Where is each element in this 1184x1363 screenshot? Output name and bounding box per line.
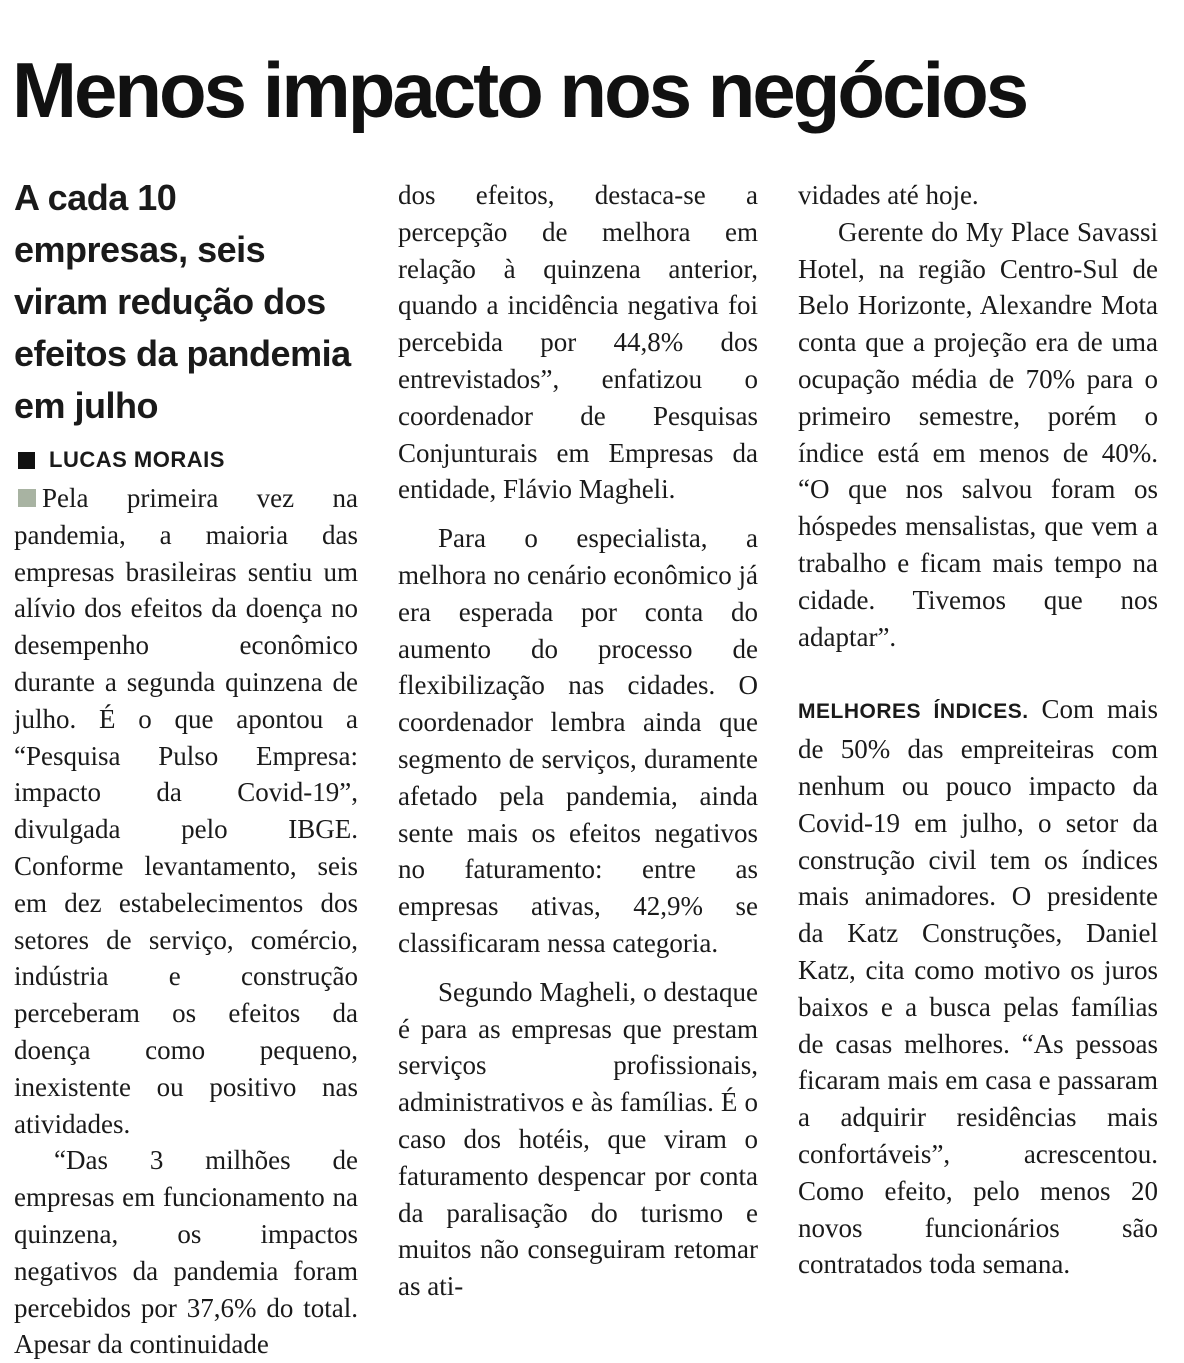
paragraph-text: Com mais de 50% das empreiteiras com nenhum ou pouco impacto da Covid-19 em julho, o setor da construção civil tem os índices mais animadores. O presidente da Katz Construções, Daniel Katz, cita como motivo os juros baixos e a busca pelas famílias de casas melhores. “As pessoas ficaram mais em casa e passaram a adquirir residências mais confortáveis”, acrescentou. Como efeito, pelo menos 20 novos funcionários são contratados toda semana.: [798, 694, 1159, 1280]
headline: Menos impacto nos negócios: [12, 46, 1027, 134]
paragraph: Gerente do My Place Savassi Hotel, na região Centro-Sul de Belo Horizonte, Alexandre Mota conta que a projeção era de uma ocupação média de 70% para o primeiro semestre, porém o índice está em menos de 40%. “O que nos salvou foram os hóspedes mensalistas, que vem a trabalho e ficam mais tempo na cidade. Tivemos que nos adaptar”.: [798, 216, 1158, 652]
byline-square-icon: [18, 452, 35, 469]
paragraph: Segundo Magheli, o destaque é para as empresas que prestam serviços profissionais, administrativos e às famílias. É o caso dos hotéis, que viram o faturamento despencar por conta da paralisação do turismo e muitos não conseguiram retomar as ati-: [398, 976, 758, 1302]
author-name: LUCAS MORAIS: [49, 447, 225, 472]
paragraph: vidades até hoje.: [798, 180, 979, 210]
byline: [14, 442, 358, 478]
paragraph: [14, 480, 358, 1142]
subheadline: A cada 10 empresas, seis viram redução dos efeitos da pandemia em julho: [14, 177, 351, 426]
column-1: [14, 172, 358, 1363]
column-3: [798, 177, 1158, 1283]
paragraph: Para o especialista, a melhora no cenário econômico já era esperada por conta do aumento do processo de flexibilização nas cidades. O coordenador lembra ainda que segmento de serviços, duramente afetado pela pandemia, ainda sente mais os efeitos negativos no faturamento: entre as empresas ativas, 42,9% se classificaram nessa categoria.: [398, 523, 758, 958]
paragraph: “Das 3 milhões de empresas em funcionamento na quinzena, os impactos negativos da pandemia foram percebidos por 37,6% do total. Apesar da continuidade: [14, 1145, 358, 1360]
paragraph: [798, 691, 1158, 1283]
paragraph: dos efeitos, destaca-se a percepção de melhora em relação à quinzena anterior, quando a incidência negativa foi percebida por 44,8% dos entrevistados”, enfatizou o coordenador de Pesquisas Conjunturais em Empresas da entidade, Flávio Magheli.: [398, 180, 758, 505]
column-2: [398, 177, 758, 1305]
section-kicker: MELHORES ÍNDICES.: [798, 700, 1029, 724]
lead-square-icon: [18, 489, 36, 507]
paragraph-text: Pela primeira vez na pandemia, a maioria das empresas brasileiras sentiu um alívio dos efeitos da doença no desempenho econômico durante a segunda quinzena de julho. É o que apontou a “Pesquisa Pulso Empresa: impacto da Covid-19”, divulgada pelo IBGE. Conforme levantamento, seis em dez estabelecimentos dos setores de serviço, comércio, indústria e construção perceberam os efeitos da doença como pequeno, inexistente ou positivo nas atividades.: [14, 483, 358, 1139]
